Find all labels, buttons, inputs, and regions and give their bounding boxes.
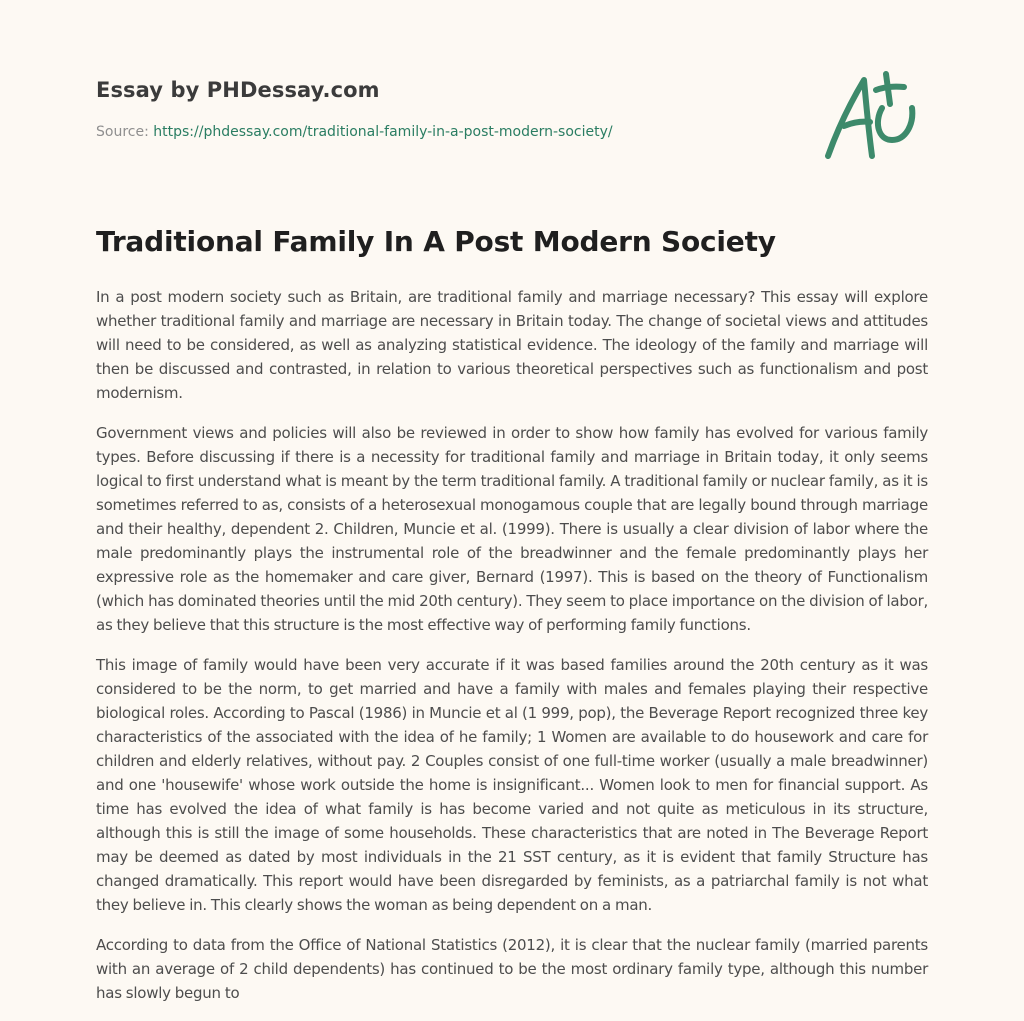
essay-paragraph: According to data from the Office of National Statistics (2012), it is clear that the nuclear family (married parents with an average of 2 child dependents) has continued to be the most ordinary family type, although this number has slowly begun to	[96, 936, 928, 1002]
source-link[interactable]: https://phdessay.com/traditional-family-in-a-post-modern-society/	[153, 124, 613, 140]
essay-paragraph: In a post modern society such as Britain, are traditional family and marriage necessary? This essay will explore whether traditional family and marriage are necessary in Britain today. The change of societal views and attitudes will need to be considered, as well as analyzing statistical evidence. The ideology of the family and marriage will then be discussed and contrasted, in relation to various theoretical perspectives such as functionalism and post modernism.	[96, 288, 928, 402]
source-label: Source:	[96, 124, 154, 140]
essay-paragraph: Government views and policies will also be reviewed in order to show how family has evolved for various family types. Before discussing if there is a necessity for traditional family and marriage in Britain today, it only seems logical to first understand what is meant by the term traditional family. A traditional family or nuclear family, as it is sometimes referred to as, consists of a heterosexual monogamous couple that are legally bound through marriage and their healthy, dependent 2. Children, Muncie et al. (1999). There is usually a clear division of labor where the male predominantly plays the instrumental role of the breadwinner and the female predominantly plays her expressive role as the homemaker and care giver, Bernard (1997). This is based on the theory of Functionalism (which has dominated theories until the mid 20th century). They seem to place importance on the division of labor, as they believe that this structure is the most effective way of performing family functions.	[96, 424, 928, 634]
logo-plus-horizontal	[876, 87, 904, 90]
essay-paragraph: This image of family would have been very accurate if it was based families around the 20th century as it was considered to be the norm, to get married and have a family with males and females playing their respective biological roles. According to Pascal (1986) in Muncie et al (1 999, pop), the Beverage Report recognized three key characteristics of the associated with the idea of he family; 1 Women are available to do housework and care for children and elderly relatives, without pay. 2 Couples consist of one full-time worker (usually a male breadwinner) and one 'housewife' whose work outside the home is insignificant... Women look to men for financial support. As time has evolved the idea of what family is has become varied and not quite as meticulous in its structure, although this is still the image of some households. These characteristics that are noted in The Beverage Report may be deemed as dated by most individuals in the 21 SST century, as it is evident that family Structure has changed dramatically. This report would have been disregarded by feminists, as a patriarchal family is not what they believe in. This clearly shows the woman as being dependent on a man.	[96, 656, 928, 914]
a-plus-grade-icon	[822, 68, 924, 164]
logo-a-stroke	[828, 80, 872, 156]
essay-body	[96, 285, 928, 1021]
site-brand: Essay by PHDessay.com	[96, 78, 380, 102]
logo-circle-stroke	[878, 108, 912, 140]
source-line	[96, 124, 613, 140]
essay-page	[96, 0, 928, 1020]
essay-title: Traditional Family In A Post Modern Society	[96, 225, 776, 258]
